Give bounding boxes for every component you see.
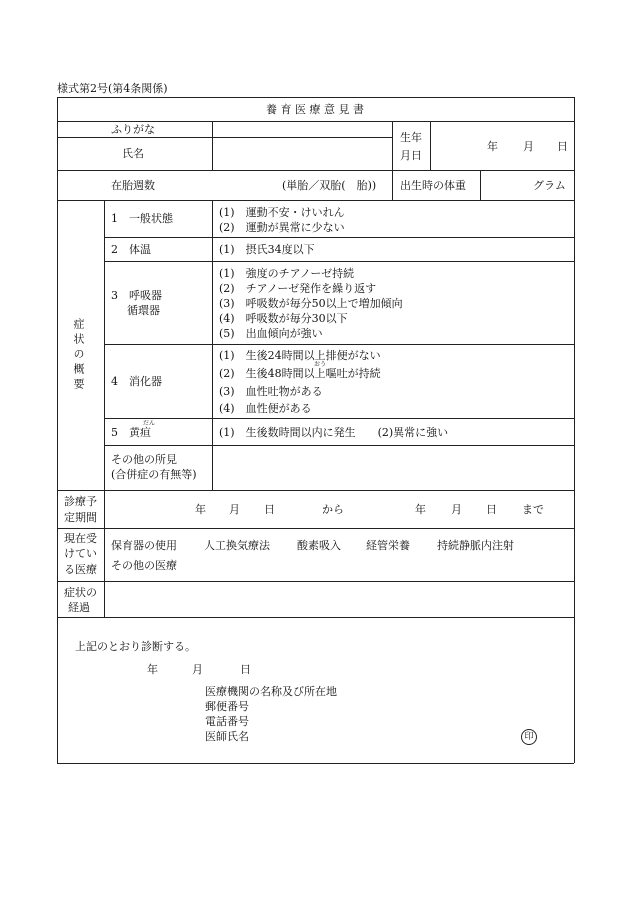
rule [57,528,574,529]
jaundice-item: (1) 生後数時間以内に発生 (2)異常に強い [219,426,449,439]
rule [104,261,574,262]
form-title: 養 育 医 療 意 見 書 [266,103,364,116]
birthweight-label: 出生時の体重 [400,179,466,192]
rule [212,121,213,170]
birth-label-2: 月日 [400,149,422,162]
current-item: 経管栄養 [366,539,410,552]
footer-year: 年 [147,663,158,676]
other-findings-sublabel: (合併症の有無等) [111,468,197,481]
period-from: から [322,503,344,516]
respiratory-item: (3) 呼吸数が毎分50以上で増加傾向 [219,297,403,310]
seal-mark: 印 [521,729,537,745]
rule [430,121,431,170]
current-item: 保育器の使用 [111,539,177,552]
period-day-from: 日 [264,503,275,516]
rule [57,121,574,122]
digestive-item: (1) 生後24時間以上排便がない [219,349,381,362]
rule [57,617,574,618]
digestive-item: (3) 血性吐物がある [219,385,323,398]
current-other: その他の医療 [111,559,177,572]
rule [57,490,574,491]
rule [480,170,481,200]
general-state-label: 1 一般状態 [111,212,173,225]
digestive-item: (4) 血性便がある [219,402,312,415]
postal-label: 郵便番号 [205,700,249,713]
progress-label-2: 経過 [68,601,90,614]
digestive-ruby: おう [314,361,327,368]
diagnosis-statement: 上記のとおり診断する。 [75,640,196,653]
rule [212,200,213,490]
jaundice-ruby: だん [143,420,156,427]
temperature-label: 2 体温 [111,243,151,256]
current-label-3: る医療 [64,563,97,576]
respiratory-label: 3 呼吸器 [111,289,162,302]
digestive-item: (2) 生後48時間以上嘔吐が持続 [219,367,381,380]
current-item: 持続静脈内注射 [437,539,514,552]
digestive-label: 4 消化器 [111,375,162,388]
form-number: 様式第2号(第4条関係) [57,82,168,95]
other-findings-label: その他の所見 [111,453,177,466]
current-item: 酸素吸入 [297,539,341,552]
birthweight-unit: グラム [533,179,566,192]
rule [57,200,574,201]
doctor-name-label: 医師氏名 [205,730,249,743]
rule [104,200,105,617]
birth-day: 日 [557,140,568,153]
gestation-label: 在胎週数 [111,179,155,192]
table-top-border [57,97,574,98]
period-day-to: 日 [486,503,497,516]
birth-month: 月 [523,140,534,153]
name-label: 氏名 [122,147,144,160]
respiratory-item: (2) チアノーゼ発作を繰り返す [219,282,377,295]
table-left-border [57,97,58,763]
rule [104,445,574,446]
table-bottom-border [57,763,574,764]
rule [104,344,574,345]
period-month-from: 月 [229,503,240,516]
footer-month: 月 [192,663,203,676]
rule [104,237,574,238]
symptoms-label: 症状の概要 [72,318,85,393]
table-right-border [574,97,575,763]
rule [57,170,574,171]
period-month-to: 月 [451,503,462,516]
period-year-from: 年 [195,503,206,516]
footer-day: 日 [240,663,251,676]
period-label-2: 定期間 [64,511,97,524]
respiratory-item: (4) 呼吸数が毎分30以下 [219,312,348,325]
birth-label-1: 生年 [400,131,422,144]
rule [104,418,574,419]
general-state-item: (2) 運動が異常に少ない [219,221,345,234]
furigana-label: ふりがな [111,123,155,136]
current-item: 人工換気療法 [204,539,270,552]
period-to: まで [522,503,544,516]
circulatory-label: 循環器 [127,304,160,317]
rule [392,121,393,200]
current-label-2: けてい [64,547,97,560]
institution-label: 医療機関の名称及び所在地 [205,685,337,698]
respiratory-item: (1) 強度のチアノーゼ持続 [219,267,355,280]
general-state-item: (1) 運動不安・けいれん [219,206,345,219]
current-label-1: 現在受 [64,532,97,545]
progress-label-1: 症状の [64,586,97,599]
jaundice-label: 5 黄疸 [111,426,151,439]
rule [57,581,574,582]
birth-year: 年 [487,140,498,153]
period-year-to: 年 [415,503,426,516]
gestation-note: (単胎／双胎( 胎)) [282,179,377,192]
phone-label: 電話番号 [205,715,249,728]
period-label-1: 診療予 [64,495,97,508]
rule [57,137,392,138]
temperature-item: (1) 摂氏34度以下 [219,243,315,256]
respiratory-item: (5) 出血傾向が強い [219,327,323,340]
